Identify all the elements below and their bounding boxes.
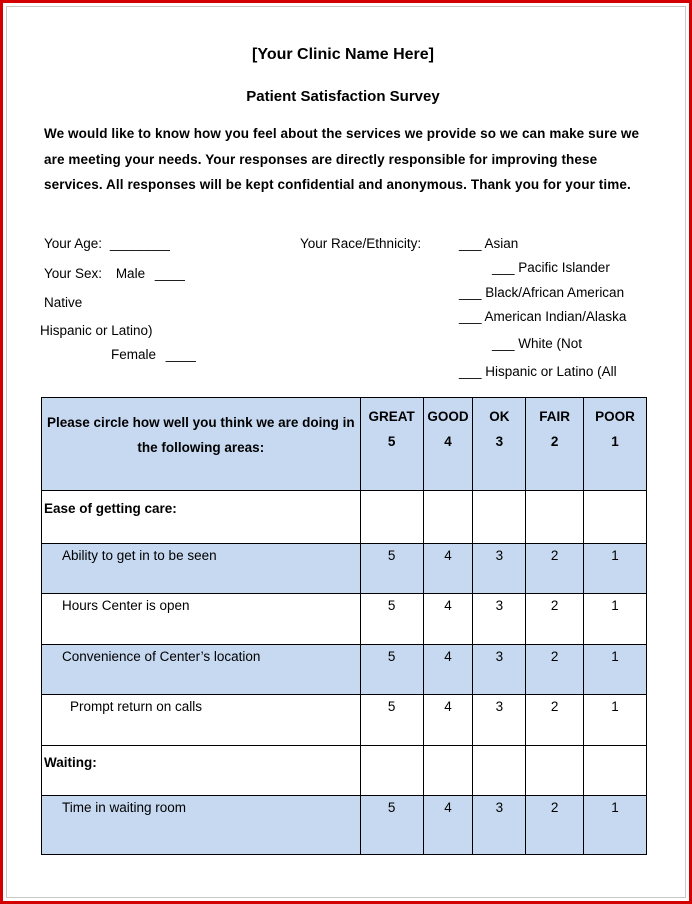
- empty-cell: [584, 491, 647, 544]
- sex-label: Your Sex:: [44, 266, 103, 281]
- section-title: Waiting:: [42, 746, 361, 796]
- question-header-text: Please circle how well you think we are doing in the following areas:: [47, 415, 355, 455]
- rating-header-great: [360, 398, 423, 491]
- table-row: [42, 695, 647, 746]
- race-option-black[interactable]: ___ Black/African American: [459, 285, 625, 300]
- rating-value: 2: [550, 434, 559, 449]
- race-option-american-indian[interactable]: ___ American Indian/Alaska: [459, 309, 627, 324]
- table-row: [42, 645, 647, 695]
- empty-cell: [526, 746, 584, 796]
- rating-option-2[interactable]: 2: [526, 645, 584, 695]
- intro-paragraph: We would like to know how you feel about the services we provide so we can make sure we are meeting your needs. Your responses are directly responsible for improving these services. All responses will be kept confidential and anonymous. Thank you for your time.: [44, 126, 640, 192]
- rating-option-3[interactable]: 3: [473, 695, 526, 746]
- rating-value: 1: [611, 434, 619, 449]
- female-field: [111, 347, 196, 362]
- table-header-row: [42, 398, 647, 491]
- female-label: Female: [111, 347, 157, 362]
- rating-header-good: [423, 398, 473, 491]
- rating-header-ok: [473, 398, 526, 491]
- section-row: [42, 746, 647, 796]
- clinic-name: [Your Clinic Name Here]: [252, 46, 434, 63]
- race-option-asian[interactable]: ___ Asian: [459, 236, 519, 251]
- female-blank[interactable]: ____: [165, 347, 196, 362]
- sex-field: [44, 266, 185, 281]
- item-label: Hours Center is open: [42, 594, 361, 645]
- age-blank[interactable]: ________: [109, 236, 170, 251]
- rating-option-4[interactable]: 4: [423, 544, 473, 594]
- rating-option-2[interactable]: 2: [526, 695, 584, 746]
- rating-label: POOR: [595, 409, 635, 424]
- rating-label: GREAT: [368, 409, 415, 424]
- empty-cell: [473, 491, 526, 544]
- rating-option-5[interactable]: 5: [360, 544, 423, 594]
- rating-option-5[interactable]: 5: [360, 645, 423, 695]
- empty-cell: [360, 491, 423, 544]
- rating-option-1[interactable]: 1: [584, 594, 647, 645]
- item-label: Convenience of Center’s location: [42, 645, 361, 695]
- section-row: [42, 491, 647, 544]
- race-option-hispanic[interactable]: ___ Hispanic or Latino (All: [459, 364, 617, 379]
- race-option-pacific-islander[interactable]: ___ Pacific Islander: [492, 260, 610, 275]
- item-label: Prompt return on calls: [42, 695, 361, 746]
- rating-option-1[interactable]: 1: [584, 645, 647, 695]
- hispanic-wrap-label: Hispanic or Latino): [40, 323, 153, 338]
- table-row: [42, 594, 647, 645]
- survey-title: Patient Satisfaction Survey: [246, 88, 440, 105]
- empty-cell: [584, 746, 647, 796]
- rating-option-2[interactable]: 2: [526, 594, 584, 645]
- rating-label: FAIR: [539, 409, 571, 424]
- rating-option-1[interactable]: 1: [584, 796, 647, 855]
- item-label: Ability to get in to be seen: [42, 544, 361, 594]
- rating-option-2[interactable]: 2: [526, 796, 584, 855]
- rating-value: 3: [495, 434, 504, 449]
- rating-option-3[interactable]: 3: [473, 594, 526, 645]
- rating-option-5[interactable]: 5: [360, 695, 423, 746]
- rating-option-4[interactable]: 4: [423, 695, 473, 746]
- table-row: [42, 796, 647, 855]
- table-row: [42, 544, 647, 594]
- native-label: Native: [44, 295, 83, 310]
- age-label: Your Age:: [44, 236, 103, 251]
- item-label: Time in waiting room: [42, 796, 361, 855]
- rating-option-1[interactable]: 1: [584, 544, 647, 594]
- empty-cell: [473, 746, 526, 796]
- rating-option-4[interactable]: 4: [423, 594, 473, 645]
- empty-cell: [423, 746, 473, 796]
- race-option-white[interactable]: ___ White (Not: [492, 336, 583, 351]
- race-label: Your Race/Ethnicity:: [300, 236, 422, 251]
- rating-label: GOOD: [427, 409, 469, 424]
- male-label: Male: [115, 266, 146, 281]
- age-field[interactable]: [44, 236, 170, 251]
- rating-value: 4: [444, 434, 452, 449]
- rating-option-3[interactable]: 3: [473, 796, 526, 855]
- rating-option-5[interactable]: 5: [360, 796, 423, 855]
- rating-option-4[interactable]: 4: [423, 645, 473, 695]
- rating-option-1[interactable]: 1: [584, 695, 647, 746]
- rating-header-fair: [526, 398, 584, 491]
- empty-cell: [423, 491, 473, 544]
- rating-option-5[interactable]: 5: [360, 594, 423, 645]
- rating-header-poor: [584, 398, 647, 491]
- rating-option-4[interactable]: 4: [423, 796, 473, 855]
- section-title: Ease of getting care:: [42, 491, 361, 544]
- survey-table: [41, 397, 647, 855]
- male-blank[interactable]: ____: [154, 266, 185, 281]
- empty-cell: [526, 491, 584, 544]
- rating-option-3[interactable]: 3: [473, 645, 526, 695]
- rating-value: 5: [387, 434, 396, 449]
- rating-option-2[interactable]: 2: [526, 544, 584, 594]
- rating-label: OK: [489, 409, 510, 424]
- question-header: [42, 398, 361, 491]
- rating-option-3[interactable]: 3: [473, 544, 526, 594]
- empty-cell: [360, 746, 423, 796]
